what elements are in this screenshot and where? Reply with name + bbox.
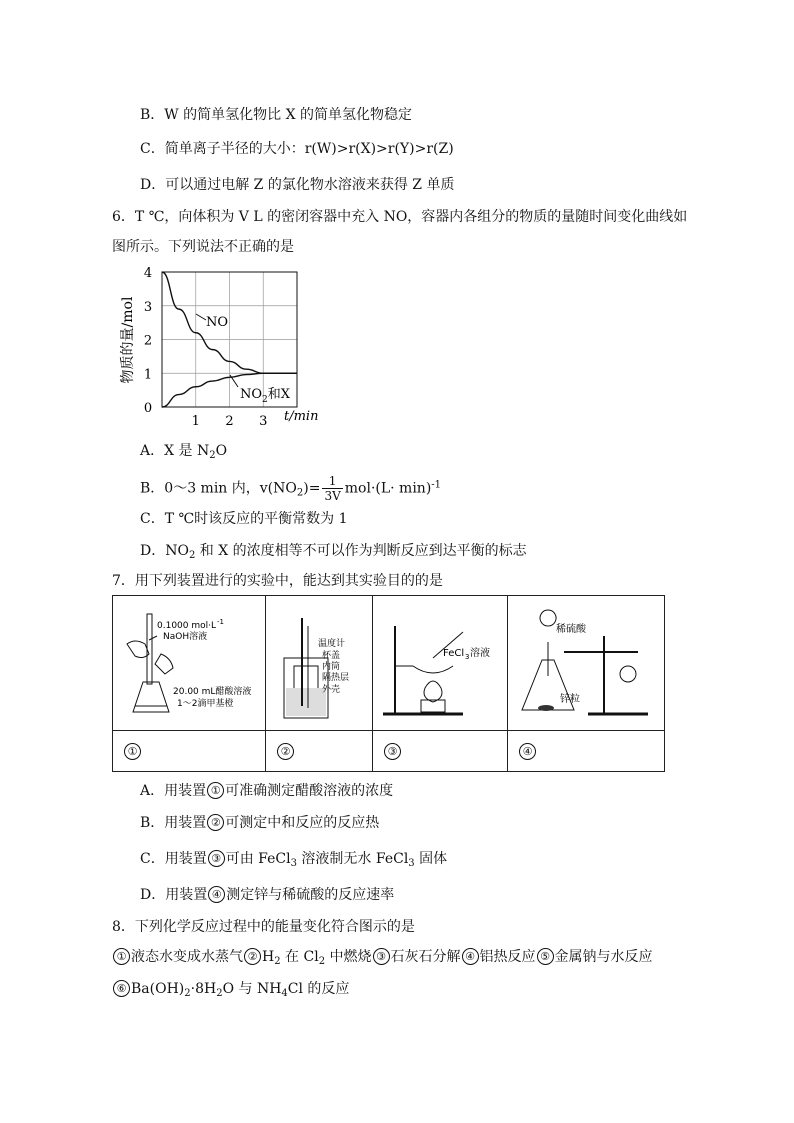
q6-option-b: B．0～3 min 内，$v(NO_2)=$ $\frac{1}{3V}$ $mol\cdot(L\cdot \min)^{-1}$ <box>140 474 442 503</box>
y-tick-label-1: 1 <box>143 367 153 383</box>
apparatus-3-evaporation <box>373 596 507 730</box>
svg-text:稀硫酸: 稀硫酸 <box>556 624 586 635</box>
apparatus-table <box>112 595 665 772</box>
svg-text:3: 3 <box>465 653 470 661</box>
apparatus-1-titration <box>113 596 265 730</box>
svg-text:20.00 mL醋酸溶液: 20.00 mL醋酸溶液 <box>173 687 252 697</box>
label-1: ① <box>124 743 141 760</box>
fraction: $\frac{1}{3V}$ <box>324 474 341 503</box>
q8-items-line2: ⑥ $Ba(OH)_2\cdot 8H_2O$ 与 $NH_4Cl$ 的反应 <box>112 980 349 998</box>
y-tick-label-2: 2 <box>143 333 153 349</box>
chart-xlabel: t/min <box>284 409 319 424</box>
svg-text:隔热层: 隔热层 <box>322 673 350 683</box>
svg-text:外壳: 外壳 <box>322 685 341 695</box>
q5-option-d: D．可以通过电解 Z 的氯化物水溶液来获得 Z 单质 <box>140 177 455 193</box>
svg-text:-1: -1 <box>217 618 224 626</box>
q5-option-c: C．简单离子半径的大小：r(W)>r(X)>r(Y)>r(Z) <box>140 141 454 157</box>
apparatus-2-calorimeter <box>266 596 372 730</box>
q6-option-d: D．$NO_2$ 和 X 的浓度相等不可以作为判断反应到达平衡的标志 <box>140 543 527 561</box>
label-leader-no <box>196 314 206 320</box>
y-tick-label-3: 3 <box>143 299 153 315</box>
svg-text:NaOH溶液: NaOH溶液 <box>163 632 208 642</box>
apparatus-4-rate <box>508 596 664 730</box>
label-4: ④ <box>519 743 536 760</box>
q6-stem-line2: 图所示。下列说法不正确的是 <box>112 239 294 255</box>
q7-option-c: C．用装置 ③ 可由 FeCl$_3$ 溶液制无水 FeCl$_3$ 固体 <box>140 851 448 869</box>
y-tick-label-0: 0 <box>143 401 153 416</box>
svg-text:温度计: 温度计 <box>318 639 346 649</box>
q7-option-a: A．用装置 ① 可准确测定醋酸溶液的浓度 <box>140 783 394 799</box>
label-3: ③ <box>384 743 401 760</box>
svg-text:杯盖: 杯盖 <box>322 651 341 661</box>
svg-text:溶液: 溶液 <box>470 648 490 659</box>
q5-option-b: B．W 的简单氢化物比 X 的简单氢化物稳定 <box>140 107 412 123</box>
q7-stem: 7．用下列装置进行的实验中，能达到其实验目的的是 <box>112 573 443 589</box>
q6-stem-line1: 6．T ℃，向体积为 V L 的密闭容器中充入 NO，容器内各组分的物质的量随时间变化曲线如 <box>112 209 688 225</box>
q6-chart <box>110 262 340 432</box>
svg-text:1～2滴甲基橙: 1～2滴甲基橙 <box>177 699 234 709</box>
svg-text:内筒: 内筒 <box>322 662 341 672</box>
svg-text:锌粒: 锌粒 <box>560 694 580 705</box>
x-tick-label-3: 3 <box>259 414 268 429</box>
q7-option-b: B．用装置 ② 可测定中和反应的反应热 <box>140 815 380 831</box>
q6-option-a: A．X 是 $N_2O$ <box>140 443 228 461</box>
svg-text:0.1000 mol·L: 0.1000 mol·L <box>157 621 217 631</box>
label-2: ② <box>277 743 294 760</box>
x-tick-label-2: 2 <box>225 414 234 429</box>
q8-items-line1: ① 液态水变成水蒸气 ② $H_2$ 在 $Cl_2$ 中燃烧 ③ 石灰石分解 ④ 铝热反应 ⑤ 金属钠与水反应 <box>112 948 653 966</box>
chart-ylabel: 物质的量/mol <box>120 296 136 384</box>
label-no2-x: $NO_2$和X <box>240 387 291 405</box>
svg-text:FeCl: FeCl <box>443 648 465 659</box>
q6-option-c: C．T ℃时该反应的平衡常数为 1 <box>140 511 348 527</box>
q8-stem: 8．下列化学反应过程中的能量变化符合图示的是 <box>112 919 415 935</box>
y-tick-label-4: 4 <box>143 266 153 281</box>
q7-option-d: D．用装置 ④ 测定锌与稀硫酸的反应速率 <box>140 887 395 903</box>
x-tick-label-1: 1 <box>191 414 200 429</box>
label-no: NO <box>206 315 229 330</box>
